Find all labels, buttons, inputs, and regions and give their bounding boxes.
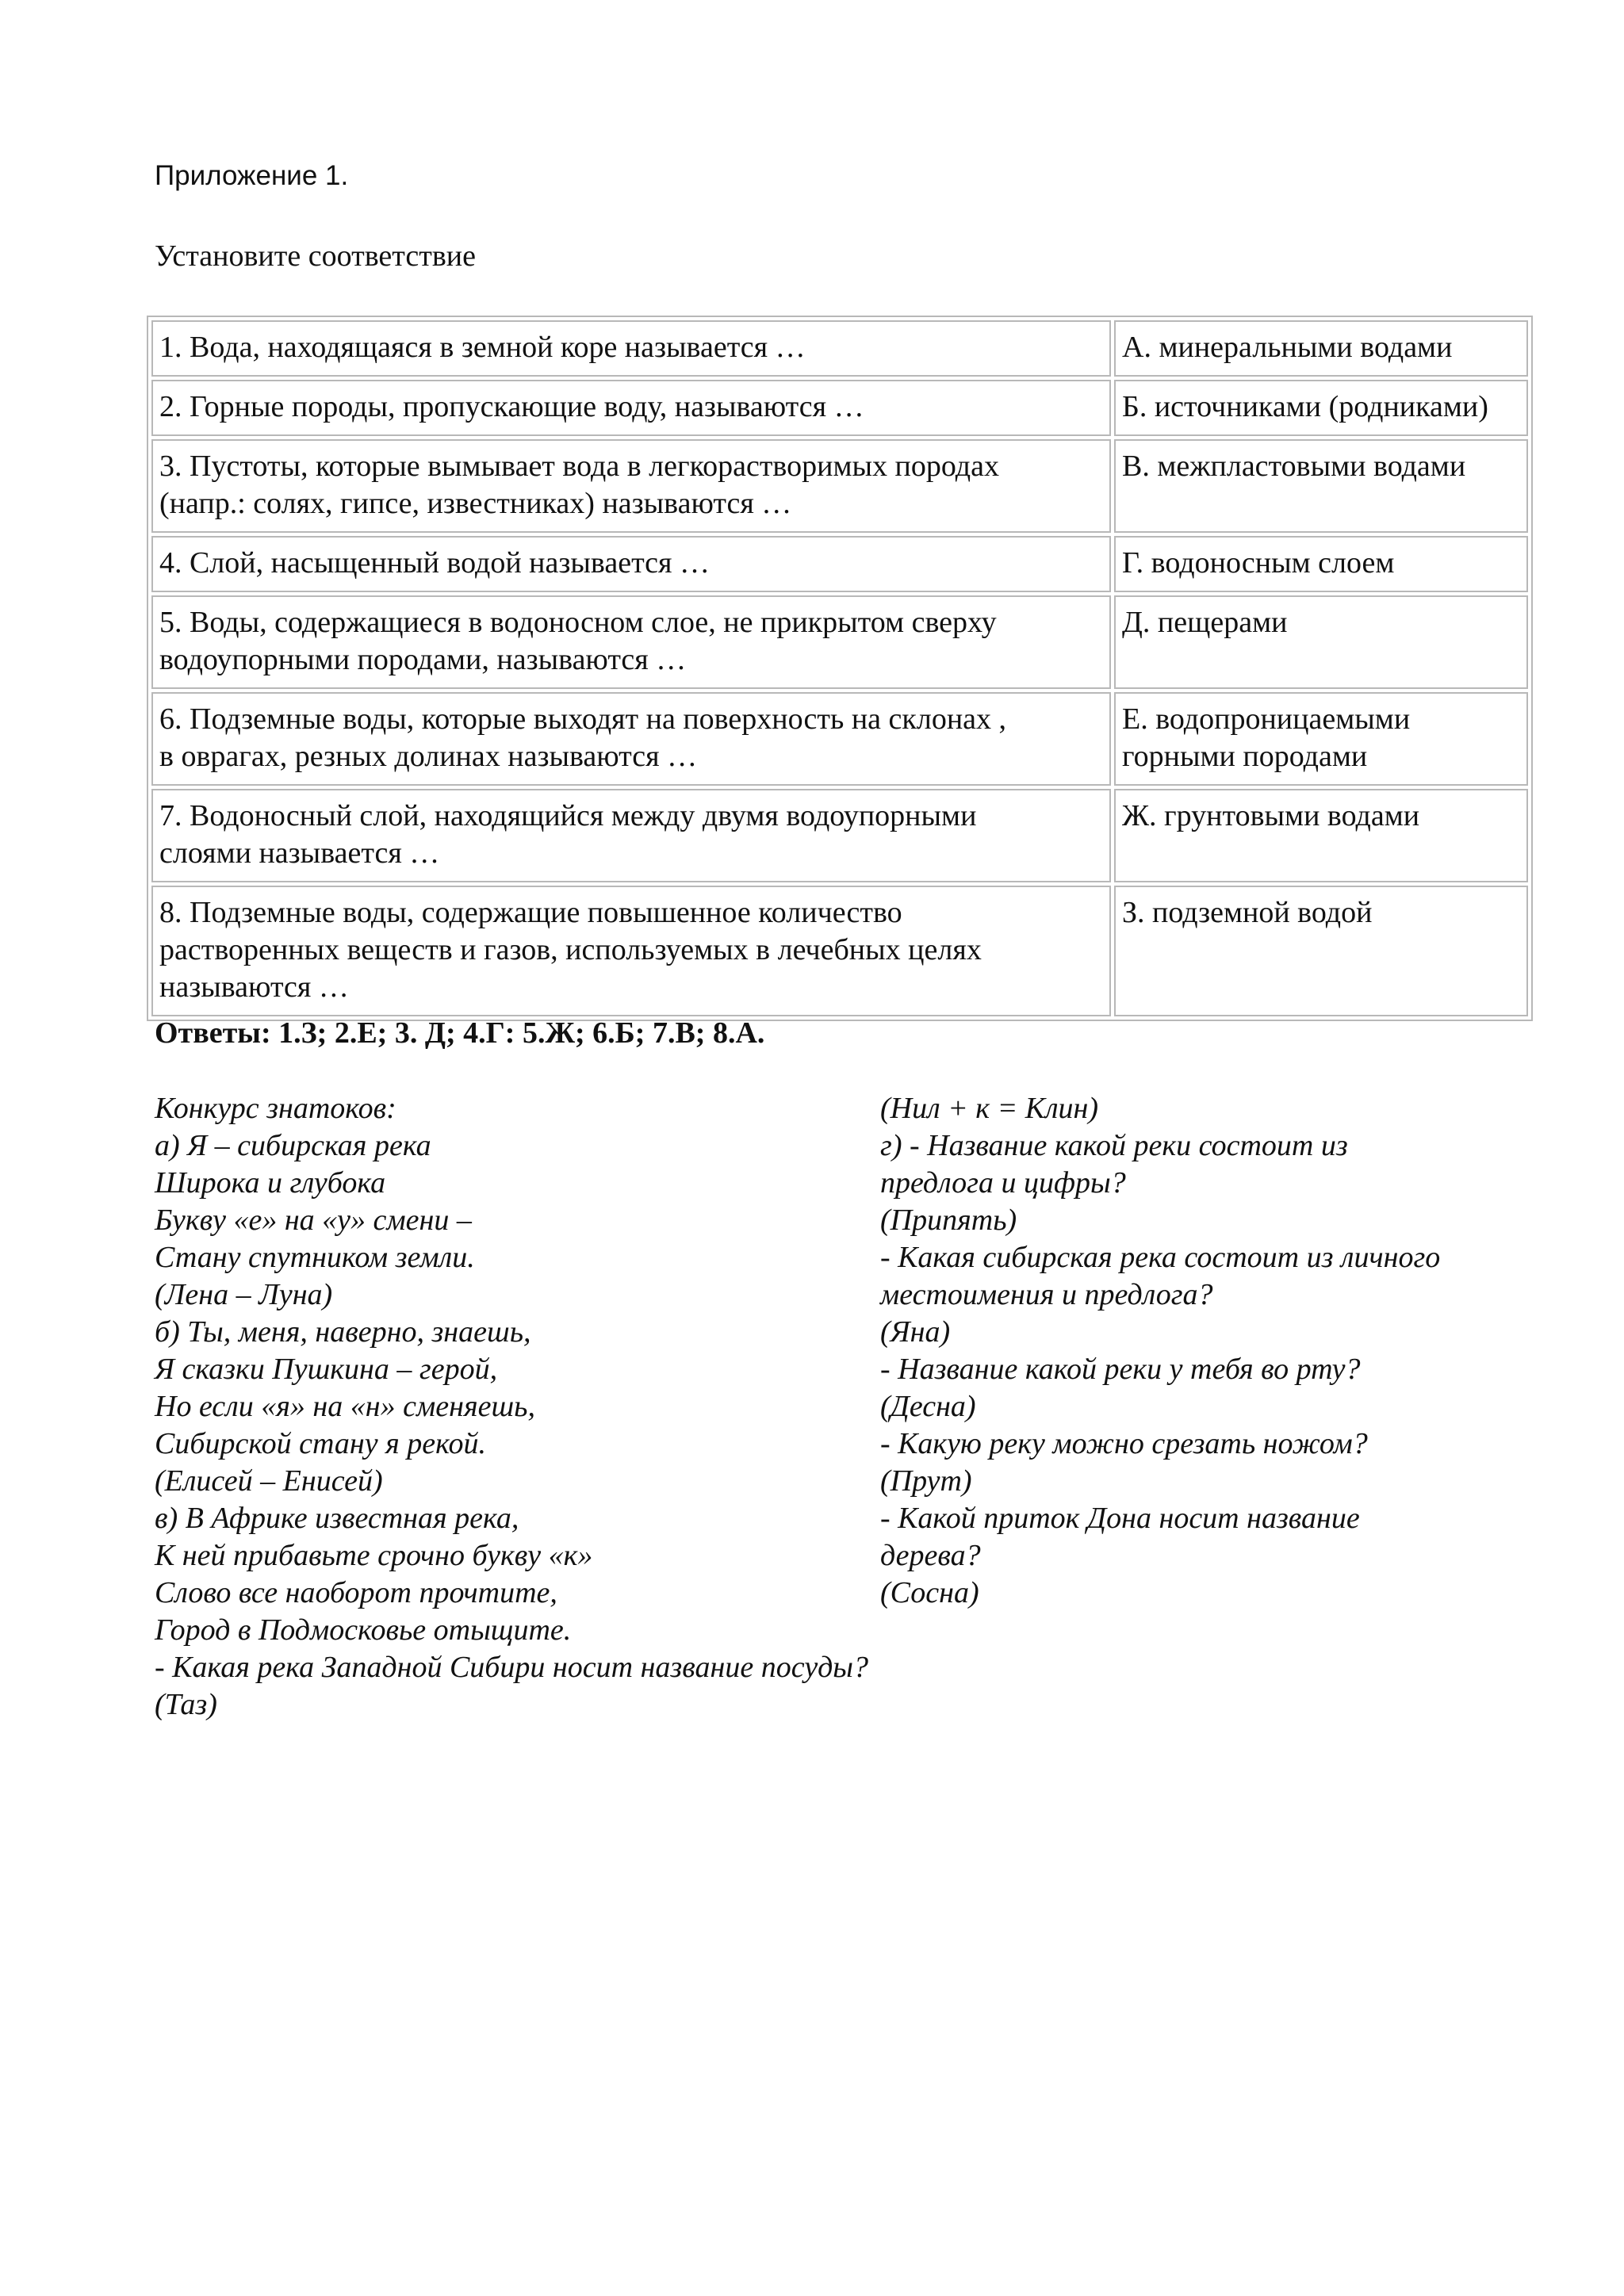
quiz-right-column — [880, 1090, 1578, 1612]
quiz-line: (Сосна) — [880, 1576, 979, 1609]
question-cell: 2. Горные породы, пропускающие воду, называются … — [151, 380, 1111, 436]
question-cell: 6. Подземные воды, которые выходят на поверхность на склонах , в оврагах, резных долинах называются … — [151, 692, 1111, 786]
answer-cell: А. минеральными водами — [1114, 320, 1528, 377]
table-row — [151, 692, 1528, 786]
matching-table — [147, 316, 1533, 1021]
task-title: Установите соответствие — [155, 239, 476, 273]
answer-cell: Е. водопроницаемыми горными породами — [1114, 692, 1528, 786]
quiz-line: (Нил + к = Клин) — [880, 1092, 1099, 1125]
quiz-line: (Яна) — [880, 1315, 951, 1349]
quiz-line: Город в Подмосковье отыщите. — [155, 1613, 572, 1647]
table-row — [151, 320, 1528, 377]
quiz-line: Букву «е» на «у» смени – — [155, 1203, 472, 1237]
table-row — [151, 595, 1528, 689]
question-cell: 3. Пустоты, которые вымывает вода в легкорастворимых породах (напр.: солях, гипсе, известниках) называются … — [151, 439, 1111, 533]
quiz-line: б) Ты, меня, наверно, знаешь, — [155, 1315, 531, 1349]
answer-cell: В. межпластовыми водами — [1114, 439, 1528, 533]
table-row — [151, 886, 1528, 1016]
quiz-line: Стану спутником земли. — [155, 1241, 475, 1274]
quiz-line: г) - Название какой реки состоит из — [880, 1129, 1348, 1162]
quiz-line: Широка и глубока — [155, 1166, 386, 1200]
quiz-line: Сибирской стану я рекой. — [155, 1427, 486, 1460]
quiz-line: предлога и цифры? — [880, 1166, 1126, 1200]
quiz-line: (Припять) — [880, 1203, 1017, 1237]
quiz-line: (Лена – Луна) — [155, 1278, 333, 1311]
quiz-line: Конкурс знатоков: — [155, 1092, 396, 1125]
quiz-line: (Таз) — [155, 1688, 217, 1721]
answer-cell: Ж. грунтовыми водами — [1114, 789, 1528, 882]
quiz-line: а) Я – сибирская река — [155, 1129, 431, 1162]
quiz-line: (Прут) — [880, 1464, 972, 1498]
question-cell: 8. Подземные воды, содержащие повышенное количество растворенных веществ и газов, используемых в лечебных целях называются … — [151, 886, 1111, 1016]
quiz-line: в) В Африке известная река, — [155, 1502, 519, 1535]
question-cell: 5. Воды, содержащиеся в водоносном слое, не прикрытом сверху водоупорными породами, называются … — [151, 595, 1111, 689]
answer-cell: З. подземной водой — [1114, 886, 1528, 1016]
table-row — [151, 439, 1528, 533]
table-row — [151, 789, 1528, 882]
appendix-title: Приложение 1. — [155, 160, 349, 191]
quiz-line: - Название какой реки у тебя во рту? — [880, 1353, 1361, 1386]
question-cell: 1. Вода, находящаяся в земной коре называется … — [151, 320, 1111, 377]
answer-cell: Б. источниками (родниками) — [1114, 380, 1528, 436]
table-row — [151, 380, 1528, 436]
answer-cell: Г. водоносным слоем — [1114, 536, 1528, 592]
quiz-line: - Какая сибирская река состоит из личного — [880, 1241, 1441, 1274]
quiz-line: Я сказки Пушкина – герой, — [155, 1353, 498, 1386]
quiz-line: - Какую реку можно срезать ножом? — [880, 1427, 1368, 1460]
quiz-line: - Какая река Западной Сибири носит название посуды? — [155, 1651, 869, 1684]
question-cell: 4. Слой, насыщенный водой называется … — [151, 536, 1111, 592]
answers-line: Ответы: 1.З; 2.Е; 3. Д; 4.Г: 5.Ж; 6.Б; 7.В; 8.А. — [155, 1016, 765, 1050]
quiz-line: (Елисей – Енисей) — [155, 1464, 383, 1498]
answer-cell: Д. пещерами — [1114, 595, 1528, 689]
quiz-line: Но если «я» на «н» сменяешь, — [155, 1390, 535, 1423]
quiz-line: (Десна) — [880, 1390, 976, 1423]
quiz-line: дерева? — [880, 1539, 981, 1572]
table-row — [151, 536, 1528, 592]
quiz-line: Слово все наоборот прочтите, — [155, 1576, 557, 1609]
quiz-line: - Какой приток Дона носит название — [880, 1502, 1360, 1535]
quiz-line: местоимения и предлога? — [880, 1278, 1213, 1311]
question-cell: 7. Водоносный слой, находящийся между двумя водоупорными слоями называется … — [151, 789, 1111, 882]
quiz-line: К ней прибавьте срочно букву «к» — [155, 1539, 593, 1572]
